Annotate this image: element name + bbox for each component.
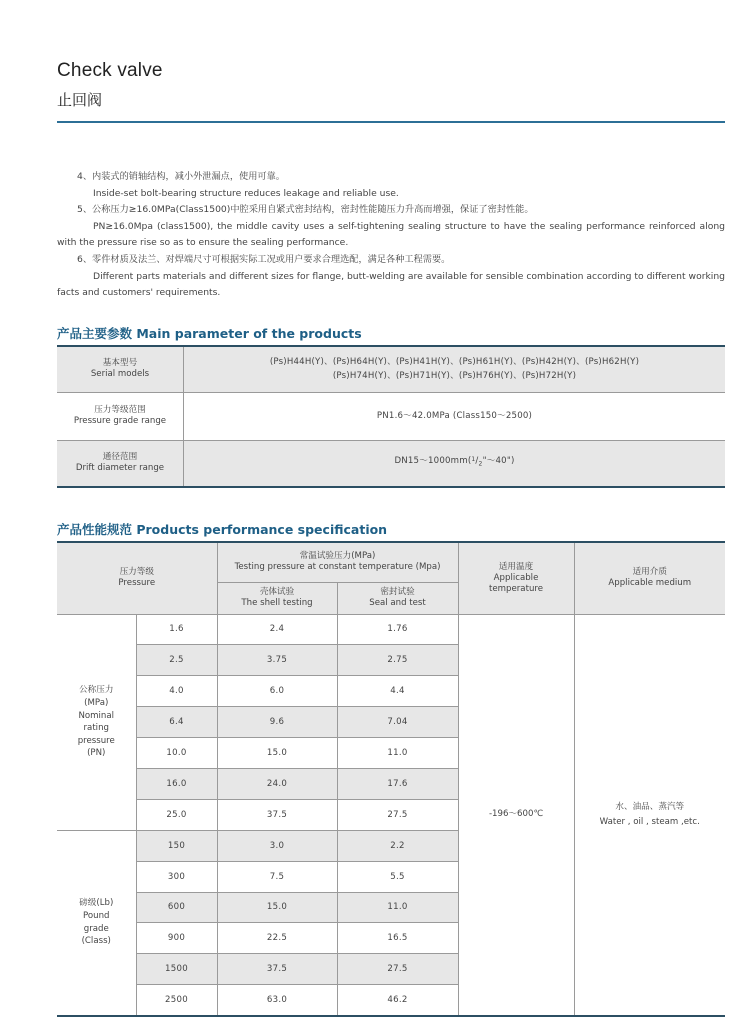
title-divider bbox=[57, 121, 725, 123]
shell-cell: 3.75 bbox=[217, 645, 337, 676]
pressure-grade-label: 压力等级范围 Pressure grade range bbox=[57, 392, 184, 440]
seal-cell: 5.5 bbox=[337, 861, 458, 892]
grade-cell: 6.4 bbox=[136, 707, 217, 738]
performance-heading: 产品性能规范 Products performance specification bbox=[57, 522, 388, 537]
shell-cell: 15.0 bbox=[217, 892, 337, 923]
page-title: Check valve bbox=[57, 60, 163, 81]
shell-cell: 2.4 bbox=[217, 614, 337, 645]
drift-diameter-value: $DN15\sim 1000mm(^1/_2"\sim 40")$ bbox=[184, 440, 726, 487]
page-subtitle-cn: 止回阀 bbox=[57, 91, 103, 109]
seal-cell: 4.4 bbox=[337, 676, 458, 707]
serial-models-label: 基本型号 Serial models bbox=[57, 346, 184, 392]
main-parameters-heading: 产品主要参数 Main parameter of the products bbox=[57, 326, 362, 341]
drift-diameter-label: 通径范围 Drift diameter range bbox=[57, 440, 184, 487]
grade-cell: 10.0 bbox=[136, 738, 217, 769]
seal-cell: 46.2 bbox=[337, 985, 458, 1016]
table-row bbox=[57, 392, 725, 440]
shell-cell: 3.0 bbox=[217, 830, 337, 861]
pressure-header: 压力等级 Pressure bbox=[57, 542, 217, 614]
medium-header: 适用介质 Applicable medium bbox=[574, 542, 725, 614]
shell-cell: 37.5 bbox=[217, 799, 337, 830]
table-header-row bbox=[57, 542, 725, 582]
grade-cell: 300 bbox=[136, 861, 217, 892]
seal-cell: 16.5 bbox=[337, 923, 458, 954]
table-row bbox=[57, 614, 725, 645]
seal-cell: 17.6 bbox=[337, 768, 458, 799]
feature-list bbox=[57, 169, 725, 302]
feature-5-cn: 5、公称压力≥16.0MPa(Class1500)中腔采用自紧式密封结构，密封性能随压力升高而增强，保证了密封性能。 bbox=[77, 204, 534, 216]
nominal-pressure-group-label: 公称压力 (MPa) Nominal rating pressure (PN) bbox=[57, 614, 136, 830]
performance-table bbox=[57, 541, 725, 1017]
shell-cell: 7.5 bbox=[217, 861, 337, 892]
grade-cell: 2.5 bbox=[136, 645, 217, 676]
grade-cell: 600 bbox=[136, 892, 217, 923]
grade-cell: 2500 bbox=[136, 985, 217, 1016]
seal-cell: 27.5 bbox=[337, 799, 458, 830]
shell-cell: 24.0 bbox=[217, 768, 337, 799]
table-row bbox=[57, 440, 725, 487]
main-parameters-table bbox=[57, 345, 725, 488]
shell-cell: 22.5 bbox=[217, 923, 337, 954]
medium-cell: 水、油品、蒸汽等 Water , oil , steam ,etc. bbox=[574, 614, 725, 1016]
grade-cell: 25.0 bbox=[136, 799, 217, 830]
seal-cell: 7.04 bbox=[337, 707, 458, 738]
seal-cell: 1.76 bbox=[337, 614, 458, 645]
temperature-header: 适用温度 Applicable temperature bbox=[458, 542, 574, 614]
seal-cell: 27.5 bbox=[337, 954, 458, 985]
feature-6-en: Different parts materials and different sizes for flange, butt-welding are available for sensible combination according to different working facts and customers' requirements. bbox=[57, 270, 725, 299]
table-row bbox=[57, 346, 725, 392]
seal-cell: 11.0 bbox=[337, 738, 458, 769]
shell-test-header: 壳体试验 The shell testing bbox=[217, 582, 337, 614]
grade-cell: 150 bbox=[136, 830, 217, 861]
grade-cell: 1500 bbox=[136, 954, 217, 985]
temperature-cell: -196～600℃ bbox=[458, 614, 574, 1016]
shell-cell: 37.5 bbox=[217, 954, 337, 985]
grade-cell: 900 bbox=[136, 923, 217, 954]
feature-6-cn: 6、零件材质及法兰、对焊端尺寸可根据实际工况或用户要求合理选配，满足各种工程需要。 bbox=[77, 253, 451, 265]
seal-cell: 2.75 bbox=[337, 645, 458, 676]
feature-5-en: PN≥16.0Mpa (class1500), the middle cavity uses a self-tightening sealing structure to have the sealing performance reinforced along with the pressure rise so as to ensure the sealing performance. bbox=[57, 220, 725, 249]
shell-cell: 15.0 bbox=[217, 738, 337, 769]
grade-cell: 16.0 bbox=[136, 768, 217, 799]
seal-cell: 2.2 bbox=[337, 830, 458, 861]
shell-cell: 63.0 bbox=[217, 985, 337, 1016]
serial-models-value: (Ps)H44H(Y)、(Ps)H64H(Y)、(Ps)H41H(Y)、(Ps)H61H(Y)、(Ps)H42H(Y)、(Ps)H62H(Y) (Ps)H74H(Y)、(Ps)H71H(Y)、(Ps)H76H(Y)、(Ps)H72H(Y) bbox=[184, 346, 726, 392]
pound-class-group-label: 磅级(Lb) Pound grade (Class) bbox=[57, 830, 136, 1015]
feature-4-en: Inside-set bolt-bearing structure reduces leakage and reliable use. bbox=[93, 187, 399, 199]
feature-4-cn: 4、内装式的销轴结构，减小外泄漏点，使用可靠。 bbox=[77, 171, 285, 182]
seal-test-header: 密封试验 Seal and test bbox=[337, 582, 458, 614]
grade-cell: 1.6 bbox=[136, 614, 217, 645]
shell-cell: 6.0 bbox=[217, 676, 337, 707]
grade-cell: 4.0 bbox=[136, 676, 217, 707]
shell-cell: 9.6 bbox=[217, 707, 337, 738]
pressure-grade-value: PN1.6～42.0MPa (Class150～2500) bbox=[184, 392, 726, 440]
testing-pressure-header: 常温试验压力(MPa) Testing pressure at constant temperature (Mpa) bbox=[217, 542, 458, 582]
seal-cell: 11.0 bbox=[337, 892, 458, 923]
